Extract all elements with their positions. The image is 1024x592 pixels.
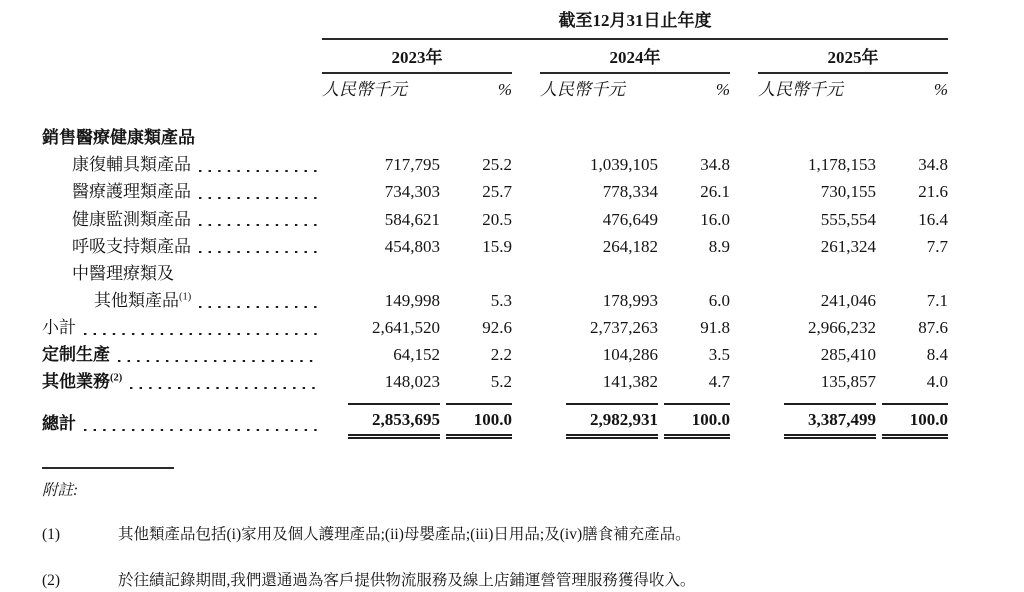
pct-2023: 2.2 [490,345,512,365]
table-row-total [42,396,948,442]
year-header-2025: 2025年 [758,39,948,73]
total-amount-2024: 2,982,931 [540,396,658,442]
pct-2023: 25.2 [482,155,512,175]
amount-2023: 64,152 [393,345,440,365]
amount-2025: 2,966,232 [808,317,876,337]
pct-2023: 15.9 [482,236,512,256]
amount-2025: 285,410 [820,345,876,365]
table-row-tcm-other-products [42,287,948,314]
year-header-row [42,39,948,73]
footnote-ref-2: (2) [110,372,123,384]
total-amount-2025: 3,387,499 [758,396,876,442]
row-label-text: 其他業務$^{(2)}$ [42,372,123,392]
row-label [42,342,322,369]
amount-2023: 2,641,520 [372,317,440,337]
amount-2023: 734,303 [384,182,440,202]
pct-2024: 34.8 [700,155,730,175]
pct-2024: 16.0 [700,209,730,229]
column-gap [512,73,540,113]
unit-label-2025: 人民幣千元 [758,80,843,100]
amount-2023: 584,621 [384,209,440,229]
pct-2024: 6.0 [708,290,730,310]
column-gap [512,369,540,396]
column-gap [730,396,758,442]
dot-leader [199,236,319,254]
pct-2025: 7.1 [926,290,948,310]
dot-leader [199,290,319,308]
pct-2025: 87.6 [918,317,948,337]
pct-2023: 5.2 [490,372,512,392]
table-row-section-header [42,113,948,152]
footnote-1 [42,525,1024,546]
pct-2024: 3.5 [708,345,730,365]
dot-leader [118,344,319,362]
amount-2024: 476,649 [602,209,658,229]
column-gap [512,396,540,442]
table-row-other-business [42,369,948,396]
dot-leader [130,371,319,389]
row-label-text: 定制生產 [42,345,110,365]
column-gap [512,39,540,73]
pct-2023: 25.7 [482,182,512,202]
total-pct-2025: 100.0 [876,396,948,442]
column-gap [512,179,540,206]
percent-label-2023: % [497,80,512,100]
notes-title: 附註: [42,482,79,500]
row-label [42,287,322,314]
pct-2023: 20.5 [482,209,512,229]
column-gap [730,179,758,206]
column-gap [730,287,758,314]
column-gap [730,39,758,73]
period-header: 截至12月31日止年度 [322,10,948,39]
amount-2024: 778,334 [602,182,658,202]
pct-2025: 8.4 [926,345,948,365]
column-gap [512,233,540,260]
spacer-cell [42,73,322,113]
table-row-customized-production [42,342,948,369]
total-pct-2024: 100.0 [658,396,730,442]
amount-2025: 261,324 [820,236,876,256]
footnote-separator [42,467,174,469]
amount-2024: 1,039,105 [590,155,658,175]
amount-2024: 264,182 [602,236,658,256]
unit-label-2024: 人民幣千元 [540,80,625,100]
total-pct-2023: 100.0 [440,396,512,442]
amount-2023: 454,803 [384,236,440,256]
row-label [42,396,322,442]
row-label [42,113,322,152]
column-gap [512,287,540,314]
dot-leader [199,209,319,227]
amount-2024: 178,993 [602,290,658,310]
row-label-text: 呼吸支持類產品 [72,236,191,256]
total-amount-2023: 2,853,695 [322,396,440,442]
footnote-2 [42,571,1024,592]
amount-2025: 135,857 [820,372,876,392]
year-header-2024: 2024年 [540,39,730,73]
amount-2024: 141,382 [602,372,658,392]
row-label [42,233,322,260]
column-gap [730,206,758,233]
footnote-marker: (1) [42,526,61,544]
column-gap [730,73,758,113]
footnote-ref-1: (1) [179,291,192,303]
pct-2025: 4.0 [926,372,948,392]
footnote-marker: (2) [42,572,61,590]
row-label-text: 小計 [42,317,76,337]
column-gap [730,342,758,369]
dot-leader [199,154,319,172]
dot-leader [84,317,319,335]
column-gap [730,152,758,179]
percent-label-2024: % [715,80,730,100]
amount-2025: 1,178,153 [808,155,876,175]
column-gap [512,206,540,233]
row-label-text: 其他類產品$^{(1)}$ [94,290,192,310]
column-gap [730,314,758,341]
amount-2024: 2,737,263 [590,317,658,337]
dot-leader [199,181,319,199]
table-row-tcm-line1 [42,260,948,287]
revenue-table [42,10,948,441]
row-label-text: 健康監測類產品 [72,209,191,229]
row-label-text: 中醫理療類及 [72,263,174,283]
amount-2025: 730,155 [820,182,876,202]
period-header-row [42,10,948,39]
amount-2023: 149,998 [384,290,440,310]
pct-2024: 8.9 [708,236,730,256]
table-row-medical-care-products [42,179,948,206]
footnote-text: 其他類產品包括(i)家用及個人護理產品;(ii)母嬰產品;(iii)日用品;及(iv)膳食補充產品。 [118,526,691,544]
amount-2025: 241,046 [820,290,876,310]
percent-label-2025: % [933,80,948,100]
pct-2024: 91.8 [700,317,730,337]
pct-2025: 34.8 [918,155,948,175]
row-label-text: 醫療護理類產品 [72,182,191,202]
year-header-2023: 2023年 [322,39,512,73]
pct-2025: 7.7 [926,236,948,256]
row-label-text: 總計 [42,414,76,434]
column-gap [512,342,540,369]
amount-2023: 717,795 [384,155,440,175]
pct-2025: 16.4 [918,209,948,229]
table-header [42,10,948,113]
pct-2023: 92.6 [482,317,512,337]
pct-2024: 4.7 [708,372,730,392]
spacer-cell [42,39,322,73]
section-title: 銷售醫療健康類產品 [42,128,195,148]
pct-2025: 21.6 [918,182,948,202]
row-label [42,152,322,179]
spacer-cell [42,10,322,39]
empty-cells [322,260,948,287]
row-label [42,369,322,396]
footnote-text: 於往績記錄期間,我們還通過為客戶提供物流服務及線上店鋪運營管理服務獲得收入。 [118,572,696,590]
table-body [42,113,948,441]
column-gap [512,152,540,179]
unit-header-row [42,73,948,113]
pct-2024: 26.1 [700,182,730,202]
table-row-subtotal [42,314,948,341]
table-row-respiratory-support-products [42,233,948,260]
amount-2023: 148,023 [384,372,440,392]
row-label [42,179,322,206]
row-label-text: 康復輔具類產品 [72,155,191,175]
empty-cells [322,113,948,152]
row-label [42,260,322,287]
pct-2023: 5.3 [490,290,512,310]
row-label [42,206,322,233]
amount-2025: 555,554 [820,209,876,229]
row-label [42,314,322,341]
dot-leader [84,413,319,431]
table-row-rehab-products [42,152,948,179]
column-gap [730,233,758,260]
unit-label-2023: 人民幣千元 [322,80,407,100]
table-row-health-monitoring-products [42,206,948,233]
column-gap [730,369,758,396]
amount-2024: 104,286 [602,345,658,365]
column-gap [512,314,540,341]
